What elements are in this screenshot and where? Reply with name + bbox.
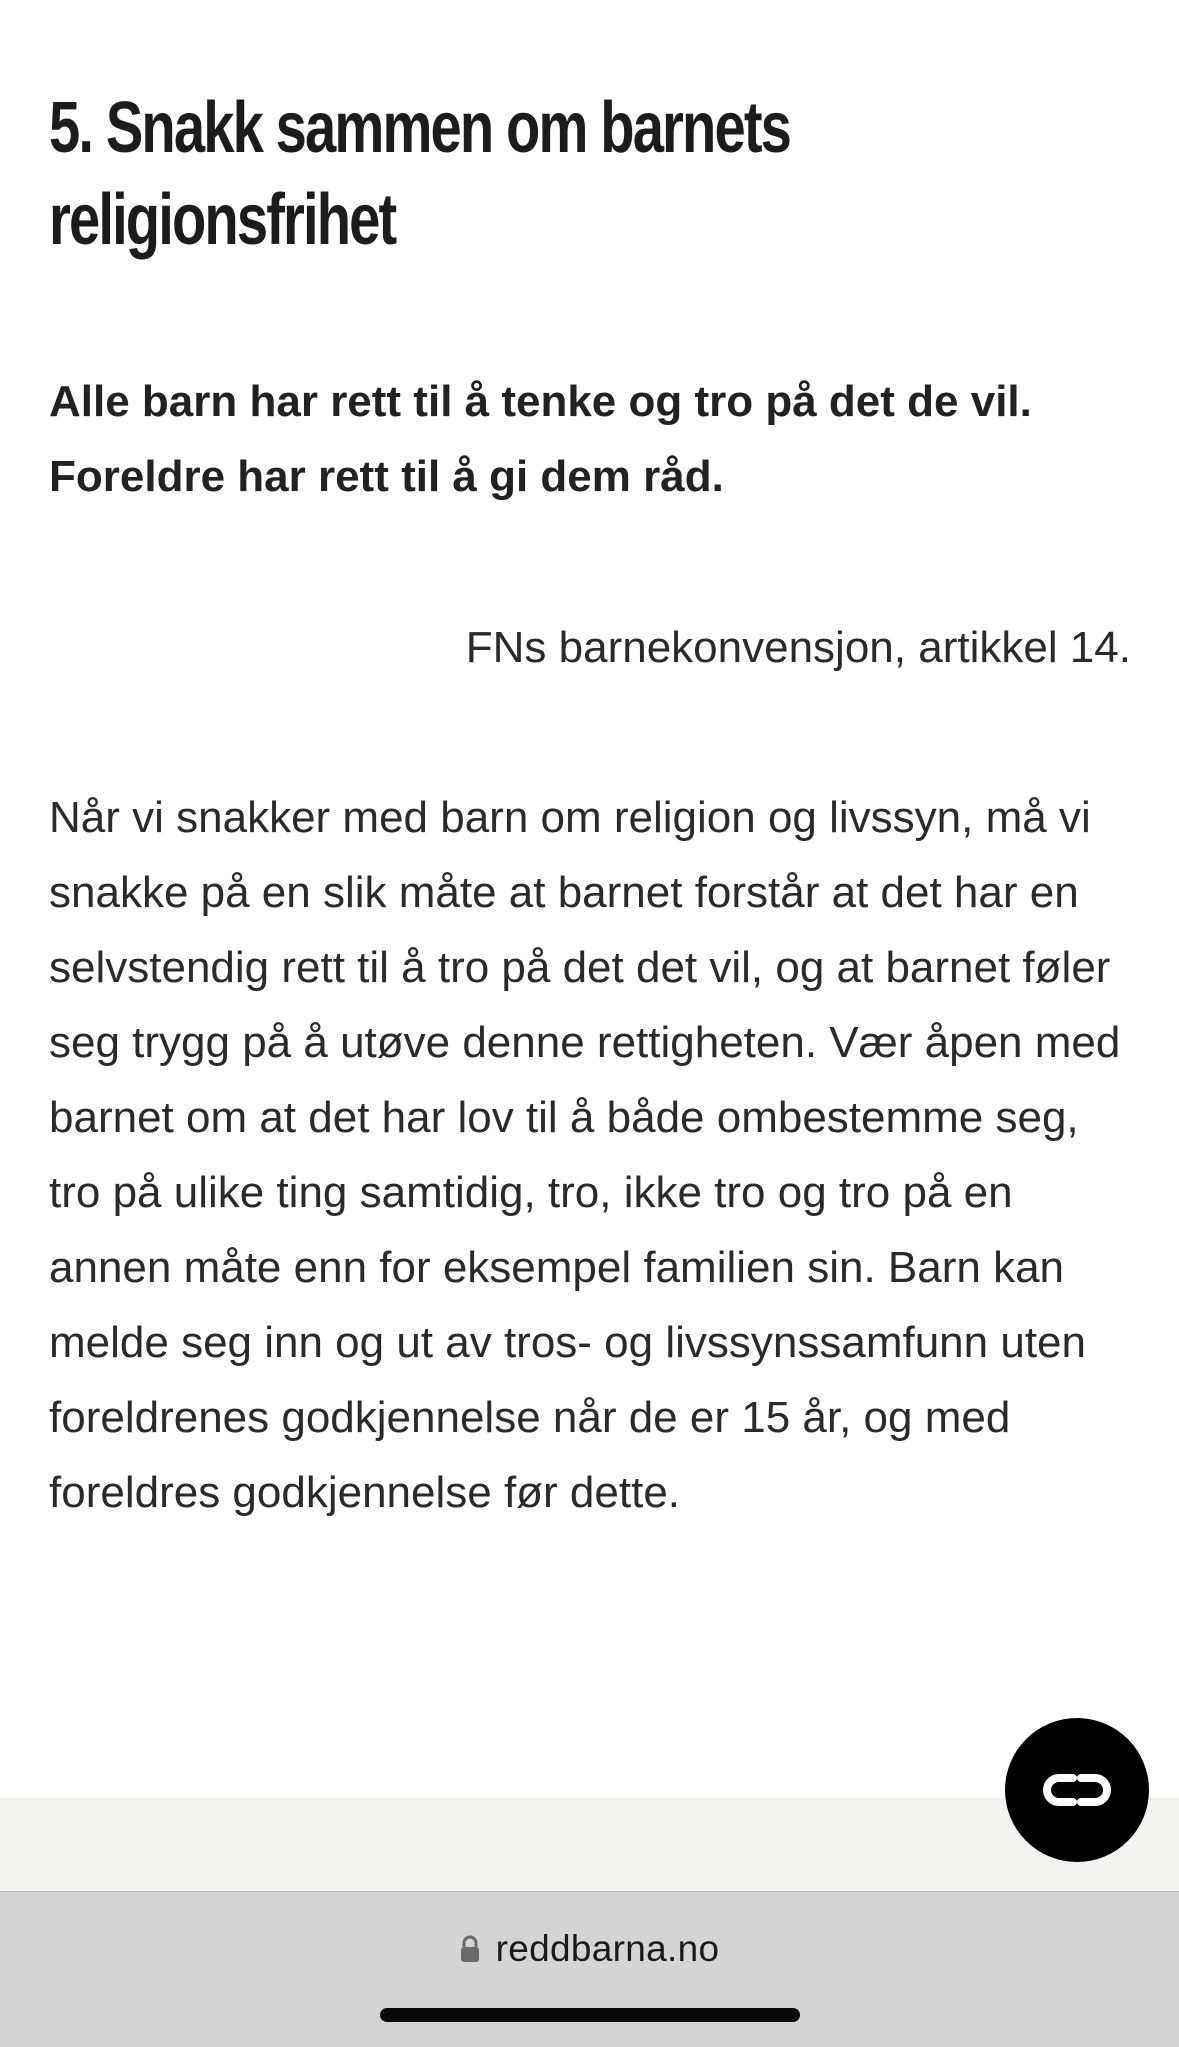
article-citation: FNs barnekonvensjon, artikkel 14. — [465, 623, 1131, 672]
lock-icon — [460, 1935, 480, 1963]
article-body: Når vi snakker med barn om religion og livssyn, må vi snakke på en slik måte at barnet forstår at det har en selvstendig rett til å tro på det det vil, og at barnet føler seg trygg på å utøve denne rettigheten. Vær åpen med barnet om at det har lov til å både ombestemme seg, tro på ulike ting samtidig, tro, ikke tro og tro på en annen måte enn for eksempel familien sin. Barn kan melde seg inn og ut av tros- og livssynssamfunn uten foreldrenes godkjennelse når de er 15 år, og med foreldres godkjennelse før dette. — [49, 793, 1121, 1517]
url-field[interactable] — [0, 1928, 1179, 1970]
url-text: reddbarna.no — [495, 1928, 720, 1969]
browser-address-bar — [0, 1891, 1179, 2047]
footer-band — [0, 1798, 1179, 1891]
chat-button[interactable] — [1005, 1718, 1149, 1862]
home-indicator[interactable] — [380, 2008, 800, 2022]
article-heading: 5. Snakk sammen om barnets religionsfrihet — [49, 88, 791, 260]
article-lead: Alle barn har rett til å tenke og tro på det de vil. Foreldre har rett til å gi dem råd. — [49, 377, 1032, 501]
chat-icon — [1039, 1770, 1115, 1810]
